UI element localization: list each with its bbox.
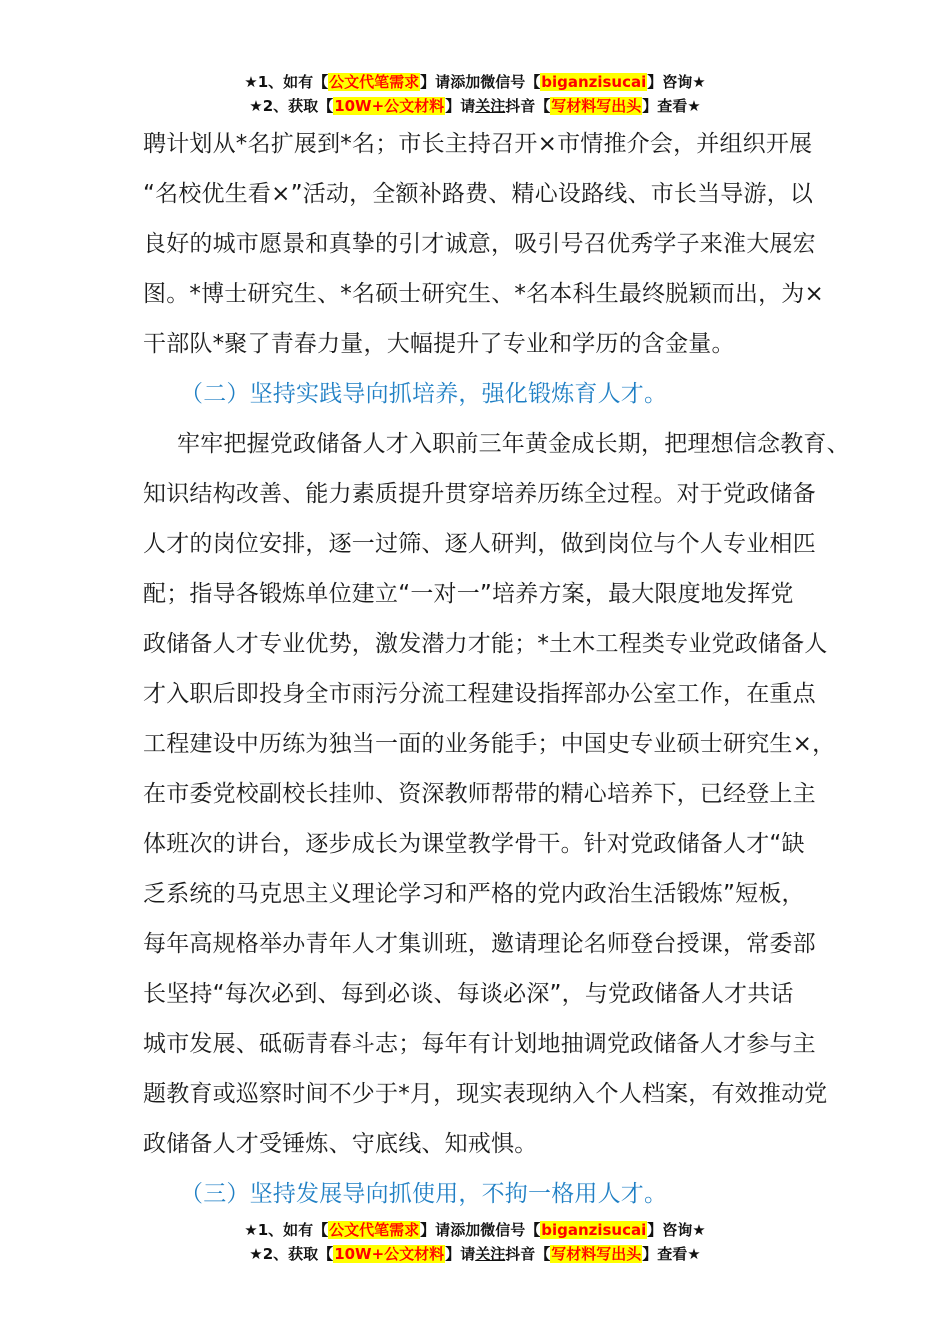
highlight-service: 公文代笔需求: [329, 73, 420, 91]
document-body: [143, 119, 850, 1219]
banner-line-2-bottom: ★2、获取【10W+公文材料】请关注抖音【写材料写出头】查看★: [249, 1245, 701, 1263]
banner-line-1-bottom: ★1、如有【公文代笔需求】请添加微信号【biganzisucai】咨询★: [244, 1221, 706, 1239]
banner-line-2: ★2、获取【10W+公文材料】请关注抖音【写材料写出头】查看★: [249, 97, 701, 115]
section-heading-2: （二）坚持实践导向抓培养，强化锻炼育人才。: [180, 381, 668, 407]
highlight-douyin: 写材料写出头: [551, 97, 642, 115]
section-heading-3: （三）坚持发展导向抓使用，不拘一格用人才。: [180, 1181, 668, 1207]
highlight-service: 公文代笔需求: [329, 1221, 420, 1239]
highlight-wechat-id: biganzisucai: [541, 73, 647, 91]
highlight-wechat-id: biganzisucai: [541, 1221, 647, 1239]
banner-line-1: ★1、如有【公文代笔需求】请添加微信号【biganzisucai】咨询★: [244, 73, 706, 91]
bottom-banner: [0, 1218, 950, 1266]
highlight-materials: 10W+公文材料: [334, 1245, 445, 1263]
highlight-douyin: 写材料写出头: [551, 1245, 642, 1263]
top-banner: [0, 70, 950, 118]
paragraph-2: 牢牢把握党政储备人才入职前三年黄金成长期，把理想信念教育、 知识结构改善、能力素质提升贯穿培养历练全过程。对于党政储备 人才的岗位安排，逐一过筛、逐人研判，做到岗位与个人专业相匹 配；指导各锻炼单位建立“一对一”培养方案，最大限度地发挥党 政储备人才专业优势，激发潜力才能；*土木工程类专业党政储备人 才入职后即投身全市雨污分流工程建设指挥部办公室工作，在重点 工程建设中历练为独当一面的业务能手；中国史专业硕士研究生×， 在市委党校副校长挂帅、资深教师帮带的精心培养下，已经登上主 体班次的讲台，逐步成长为课堂教学骨干。针对党政储备人才“缺 乏系统的马克思主义理论学习和严格的党内政治生活锻炼”短板， 每年高规格举办青年人才集训班，邀请理论名师登台授课，常委部 长坚持“每次必到、每到必谈、每谈必深”，与党政储备人才共话 城市发展、砥砺青春斗志；每年有计划地抽调党政储备人才参与主 题教育或巡察时间不少于*月，现实表现纳入个人档案，有效推动党 政储备人才受锤炼、守底线、知戒惧。: [143, 431, 850, 1157]
paragraph-1: 聘计划从*名扩展到*名；市长主持召开×市情推介会，并组织开展 “名校优生看×”活动，全额补路费、精心设路线、市长当导游，以 良好的城市愿景和真挚的引才诚意，吸引号召优秀学子来淮大展宏 图。*博士研究生、*名硕士研究生、*名本科生最终脱颖而出，为× 干部队*聚了青春力量，大幅提升了专业和学历的含金量。: [143, 131, 824, 357]
highlight-materials: 10W+公文材料: [334, 97, 445, 115]
